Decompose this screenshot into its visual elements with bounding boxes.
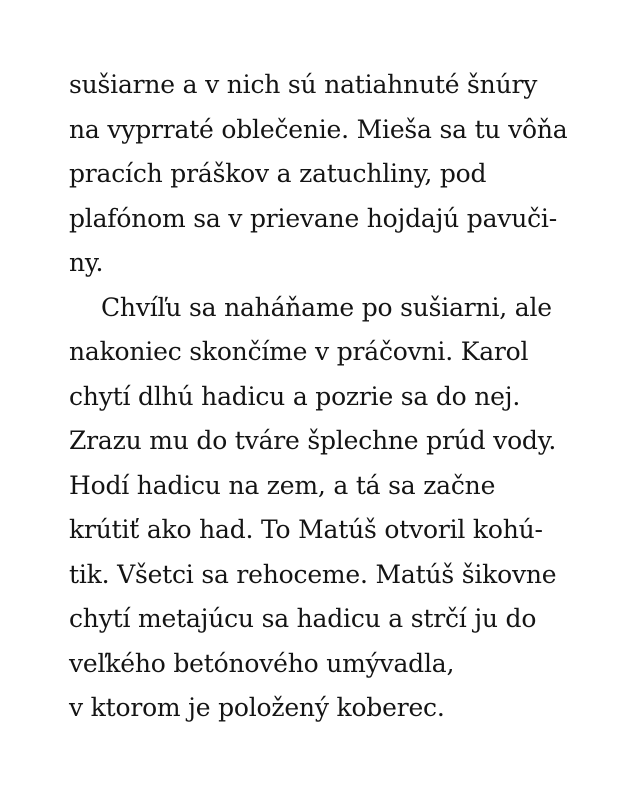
text-line: nakoniec skončíme v práčovni. Karol — [69, 337, 529, 366]
text-line: chytí metajúcu sa hadicu a strčí ju do — [69, 604, 537, 633]
text-line: krútiť ako had. To Matúš otvoril kohú- — [69, 515, 543, 544]
text-line: plafónom sa v prievane hojdajú pavuči- — [69, 203, 557, 233]
text-line: veľkého betónového umývadla, — [69, 648, 455, 678]
paragraph-first-line: Chvíľu sa naháňame po sušiarni, ale — [101, 292, 552, 322]
text-line: na vyprraté oblečenie. Mieša sa tu vôňa — [69, 114, 568, 144]
text-line: ny. — [69, 248, 104, 277]
text-line: tik. Všetci sa rehoceme. Matúš šikovne — [69, 559, 557, 589]
text-line: v ktorom je položený koberec. — [69, 693, 445, 722]
text-line: Hodí hadicu na zem, a tá sa začne — [69, 470, 496, 500]
body-text — [69, 63, 609, 731]
text-line: Zrazu mu do tváre šplechne prúd vody. — [69, 426, 557, 455]
text-line: chytí dlhú hadicu a pozrie sa do nej. — [69, 381, 521, 411]
text-line: sušiarne a v nich sú natiahnuté šnúry — [69, 70, 538, 99]
text-line: pracích práškov a zatuchliny, pod — [69, 159, 487, 188]
